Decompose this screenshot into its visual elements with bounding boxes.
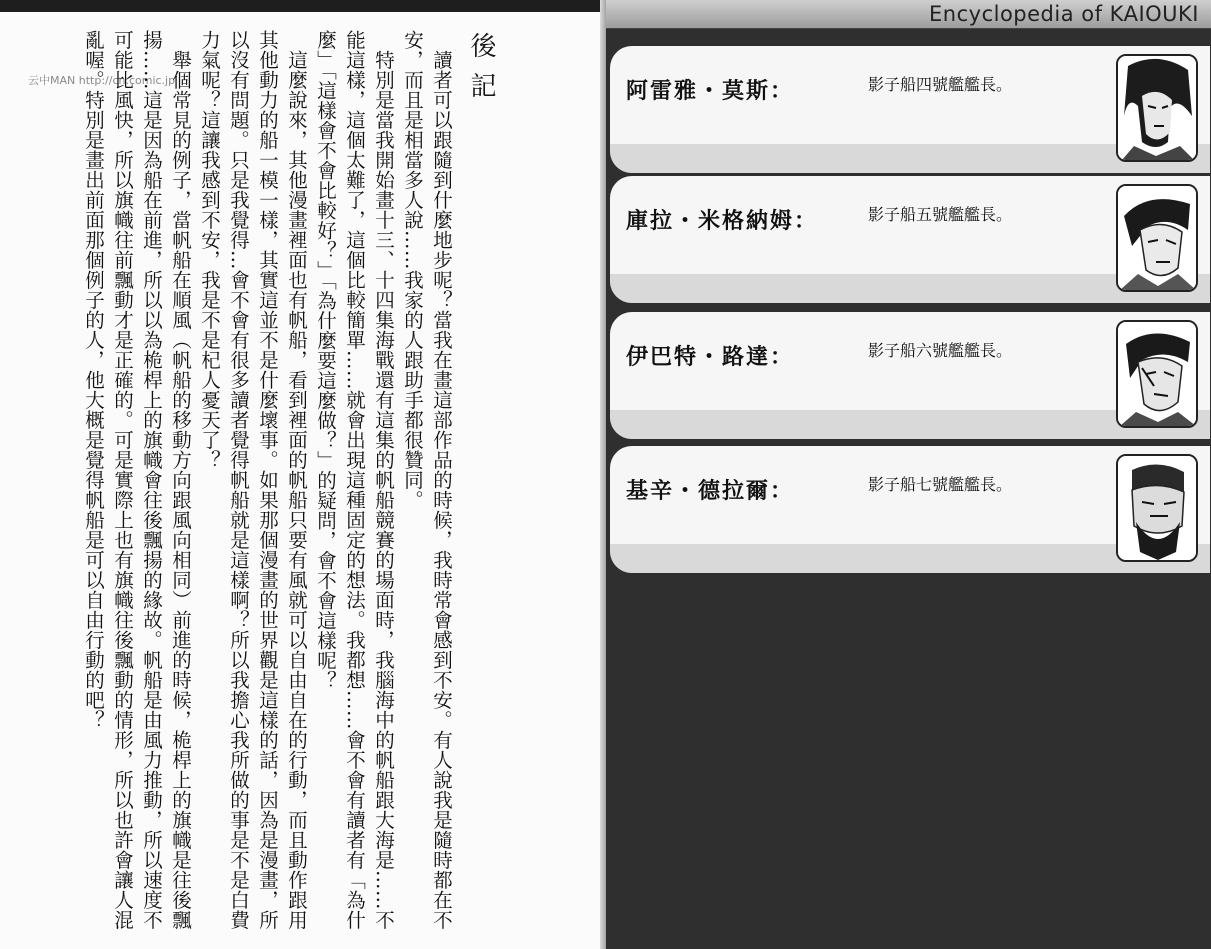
character-name: 伊巴特・路達： xyxy=(626,345,795,370)
character-name: 阿雷雅・莫斯： xyxy=(626,79,795,104)
character-title: 影子船四號艦艦長。 xyxy=(868,75,1013,94)
encyclopedia-title: Encyclopedia of KAIOUKI xyxy=(929,2,1199,26)
character-entry xyxy=(610,176,1210,303)
afterword-body xyxy=(79,30,456,930)
character-name: 庫拉・米格納姆： xyxy=(626,209,819,234)
character-title: 影子船五號艦艦長。 xyxy=(868,205,1013,224)
captain-portrait-long-hair-icon xyxy=(1116,54,1198,162)
captain-portrait-bearded-icon xyxy=(1116,454,1198,562)
character-title: 影子船七號艦艦長。 xyxy=(868,475,1013,494)
afterword-paragraph-2: 特別是當我開始畫十三、十四集海戰還有這集的帆船競賽的場面時，我腦海中的帆船跟大海是……不能這樣，這個太難了，這個比較簡單……就會出現這種固定的想法。我都想……會不會有讀者有「為什麼」「這樣會不會比較好？」「為什麼要這麼做？」的疑問，會不會這樣呢？ xyxy=(314,30,395,930)
character-name: 基辛・德拉爾： xyxy=(626,479,795,504)
encyclopedia-page xyxy=(606,0,1211,949)
captain-portrait-stern-icon xyxy=(1116,184,1198,292)
page-top-edge xyxy=(0,0,606,12)
character-title: 影子船六號艦艦長。 xyxy=(868,341,1013,360)
character-entry xyxy=(610,46,1210,173)
scan-watermark: 云中MAN http://cn.comic.jp xyxy=(28,74,176,87)
encyclopedia-header xyxy=(606,0,1211,29)
character-entry xyxy=(610,446,1210,573)
character-entry xyxy=(610,312,1210,439)
afterword-heading: 後記 xyxy=(466,32,496,112)
afterword-paragraph-4: 舉個常見的例子，當帆船在順風（帆船的移動方向跟風向相同）前進的時候，桅桿上的旗幟是往後飄揚……這是因為船在前進，所以以為桅桿上的旗幟會往後飄揚的緣故。帆船是由風力推動，所以速度不可能比風快，所以旗幟往前飄動才是正確的。可是實際上也有旗幟往後飄動的情形，所以也許會讓人混亂喔。特別是畫出前面那個例子的人，他大概是覺得帆船是可以自由行動的吧？ xyxy=(82,30,192,930)
captain-portrait-scarred-icon xyxy=(1116,320,1198,428)
afterword-paragraph-1: 讀者可以跟隨到什麼地步呢？當我在畫這部作品的時候，我時常會感到不安。有人說我是隨時都在不安，而且是相當多人說……我家的人跟助手都很贊同。 xyxy=(401,30,453,930)
afterword-paragraph-3: 這麼說來，其他漫畫裡面也有帆船，看到裡面的帆船只要有風就可以自由自在的行動，而且動作跟用其他動力的船一模一樣，其實這並不是什麼壞事。如果那個漫畫的世界觀是這樣的話，因為是漫畫，所以沒有問題。只是我覺得…會不會有很多讀者覺得帆船就是這樣啊？所以我擔心我所做的事是不是白費力氣呢？這讓我感到不安，我是不是杞人憂天了？ xyxy=(198,30,308,930)
